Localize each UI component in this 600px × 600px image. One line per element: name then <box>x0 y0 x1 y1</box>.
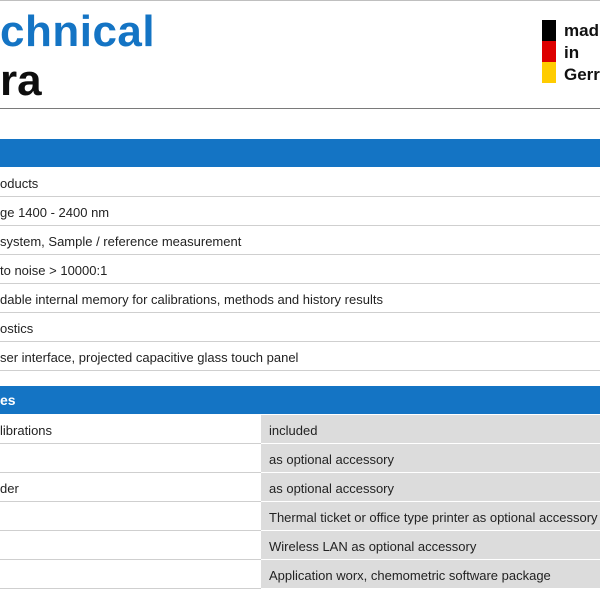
spec-row-text: system, Sample / reference measurement <box>0 234 242 249</box>
feature-name: librations <box>0 423 53 438</box>
feature-value-cell <box>261 502 600 531</box>
feature-name-cell <box>0 560 261 589</box>
feature-value: Application worx, chemometric software package <box>269 568 551 583</box>
flag-stripe-red <box>542 41 556 62</box>
badge-line-3: Gerr <box>564 65 600 84</box>
feature-name: der <box>0 481 19 496</box>
spec-row <box>0 342 600 371</box>
feature-value-cell <box>261 560 600 589</box>
feature-name-cell <box>0 415 261 444</box>
feature-value-cell <box>261 473 600 502</box>
spec-row <box>0 255 600 284</box>
spec-row-text: oducts <box>0 176 39 191</box>
feature-name-cell <box>0 531 261 560</box>
header-divider <box>0 108 600 109</box>
spec-row-text: ge 1400 - 2400 nm <box>0 205 110 220</box>
feature-row <box>0 415 600 444</box>
feature-row <box>0 502 600 531</box>
badge-line-1: mad <box>564 21 599 40</box>
section-title: es <box>0 392 16 408</box>
badge-text <box>564 20 600 86</box>
title-line-1: chnical <box>0 7 156 56</box>
spec-row <box>0 313 600 342</box>
feature-row <box>0 444 600 473</box>
spec-row-text: to noise > 10000:1 <box>0 263 108 278</box>
title-line-2: ra <box>0 56 42 105</box>
spec-row <box>0 284 600 313</box>
feature-value: Thermal ticket or office type printer as optional accessory <box>269 510 598 525</box>
feature-name-cell <box>0 444 261 473</box>
spec-row <box>0 168 600 197</box>
feature-value: as optional accessory <box>269 452 395 467</box>
section-header-specifications <box>0 139 600 167</box>
german-flag-icon <box>542 20 556 83</box>
flag-stripe-black <box>542 20 556 41</box>
spec-row <box>0 226 600 255</box>
feature-row <box>0 473 600 502</box>
spec-row <box>0 197 600 226</box>
top-border <box>0 0 600 1</box>
badge-line-2: in <box>564 43 580 62</box>
feature-name-cell <box>0 502 261 531</box>
feature-value-cell <box>261 531 600 560</box>
spec-row-text: ser interface, projected capacitive glass touch panel <box>0 350 299 365</box>
feature-value: included <box>269 423 318 438</box>
section-header-features <box>0 386 600 414</box>
feature-row <box>0 560 600 589</box>
feature-row <box>0 531 600 560</box>
feature-name-cell <box>0 473 261 502</box>
feature-value: Wireless LAN as optional accessory <box>269 539 477 554</box>
feature-value-cell <box>261 444 600 473</box>
feature-value: as optional accessory <box>269 481 395 496</box>
feature-value-cell <box>261 415 600 444</box>
flag-stripe-gold <box>542 62 556 83</box>
spec-row-text: dable internal memory for calibrations, methods and history results <box>0 292 383 307</box>
spec-row-text: ostics <box>0 321 34 336</box>
